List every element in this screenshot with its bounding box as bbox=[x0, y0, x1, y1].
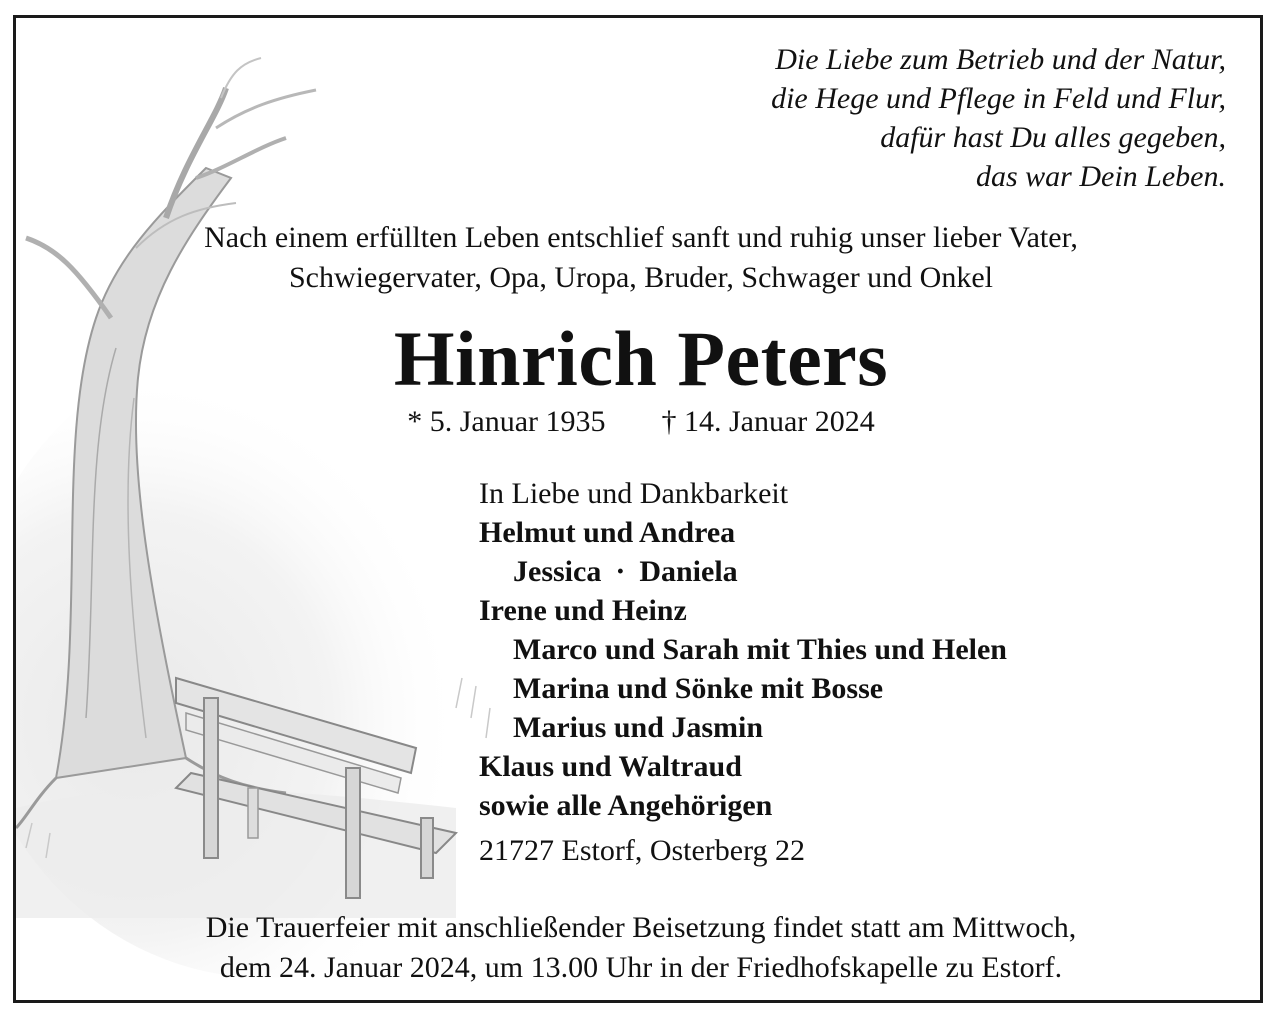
obituary-frame bbox=[13, 15, 1263, 1003]
poem-line: die Hege und Pflege in Feld und Flur, bbox=[771, 82, 1226, 115]
mourner-entry: Marina und Sönke mit Bosse bbox=[513, 672, 884, 705]
death-date: † 14. Januar 2024 bbox=[661, 405, 875, 438]
poem-line: dafür hast Du alles gegeben, bbox=[880, 121, 1226, 154]
mourner-entry: Marius und Jasmin bbox=[513, 711, 764, 744]
grandchild-name: Jessica bbox=[513, 555, 602, 588]
intro-line: Schwiegervater, Opa, Uropa, Bruder, Schwager und Onkel bbox=[288, 261, 994, 294]
poem-line: Die Liebe zum Betrieb und der Natur, bbox=[775, 43, 1226, 76]
mourner-entry: sowie alle Angehörigen bbox=[479, 789, 773, 822]
mourner-entry: Marco und Sarah mit Thies und Helen bbox=[513, 633, 1007, 666]
mourners-list bbox=[479, 474, 1007, 870]
mourner-entry: Irene und Heinz bbox=[479, 594, 687, 627]
mourner-entry: Klaus und Waltraud bbox=[479, 750, 742, 783]
deceased-name: Hinrich Peters bbox=[393, 315, 889, 402]
mourners-opening: In Liebe und Dankbarkeit bbox=[479, 477, 789, 510]
announcement-intro bbox=[16, 218, 1263, 298]
mourner-entry: Helmut und Andrea bbox=[479, 516, 736, 549]
intro-line: Nach einem erfüllten Leben entschlief sanft und ruhig unser lieber Vater, bbox=[204, 221, 1078, 254]
poem bbox=[771, 40, 1226, 196]
mourner-entry bbox=[479, 552, 1007, 591]
separator: · bbox=[615, 555, 626, 588]
service-line: dem 24. Januar 2024, um 13.00 Uhr in der Friedhofskapelle zu Estorf. bbox=[219, 951, 1063, 984]
funeral-service-info bbox=[16, 908, 1263, 988]
family-address: 21727 Estorf, Osterberg 22 bbox=[479, 834, 806, 867]
life-dates bbox=[16, 402, 1263, 442]
poem-line: das war Dein Leben. bbox=[976, 160, 1226, 193]
service-line: Die Trauerfeier mit anschließender Beisetzung findet statt am Mittwoch, bbox=[205, 911, 1077, 944]
grandchild-name: Daniela bbox=[639, 555, 738, 588]
birth-date: * 5. Januar 1935 bbox=[407, 405, 606, 438]
